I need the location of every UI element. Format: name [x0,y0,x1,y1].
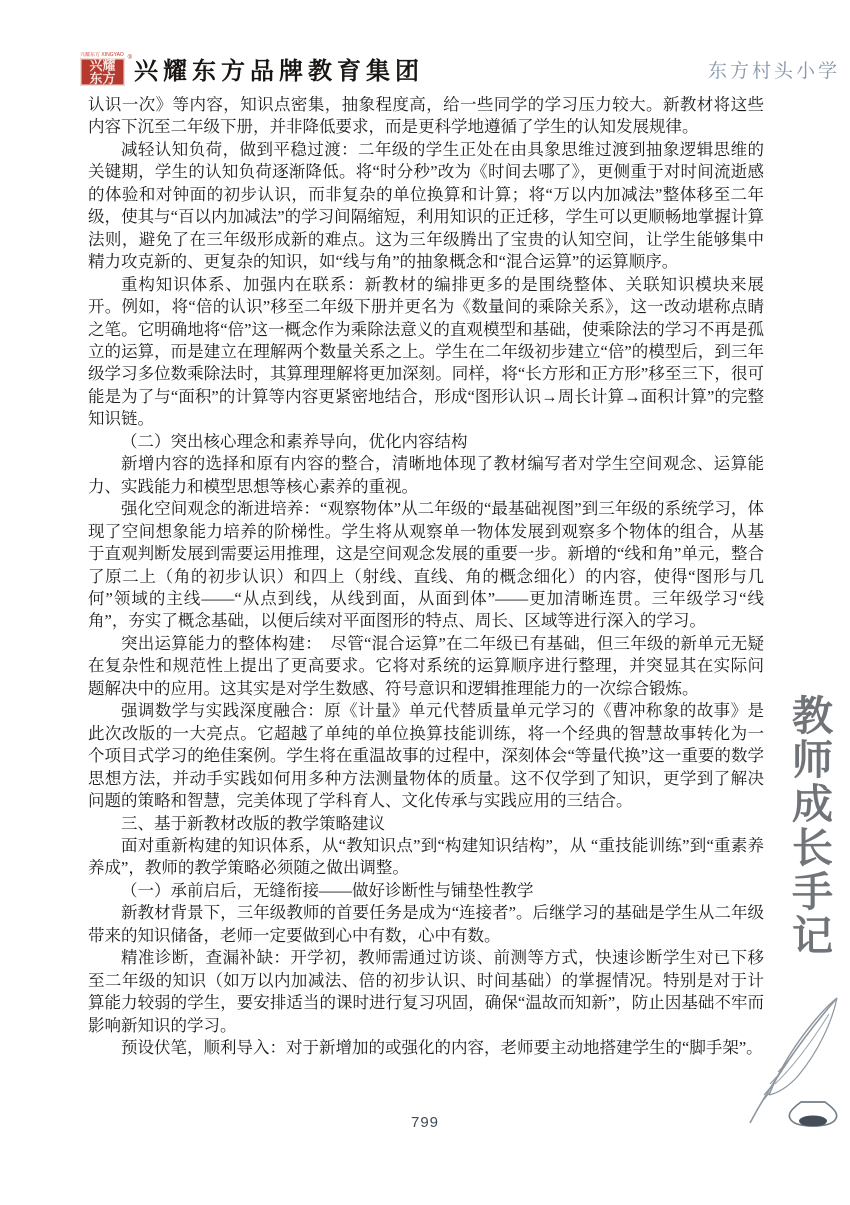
page-number: 799 [410,1114,440,1131]
paragraph: 强化空间观念的渐进培养：“观察物体”从二年级的“最基础视图”到三年级的系统学习，体现了空间想象能力培养的阶梯性。学生将从观察单一物体发展到观察多个物体的组合，从基于直观判断发展到需要运用推理，这是空间观念发展的重要一步。新增的“线和角”单元，整合了原二上（角的初步认识）和四上（射线、直线、角的概念细化）的内容，使得“图形与几何”领域的主线——“从点到线，从线到面，从面到体”——更加清晰连贯。三年级学习“线角”，夯实了概念基础，以便后续对平面图形的特点、周长、区域等进行深入的学习。 [88,499,764,631]
quill-and-ink-icon [742,992,848,1128]
paragraph: （一）承前启后，无缝衔接——做好诊断性与铺垫性教学 [121,880,534,900]
brand-title: 兴耀东方品牌教育集团 [134,56,424,85]
logo-tiny-text: 兴耀东方 XINGYAO [80,52,124,58]
paragraph: 认识一次》等内容，知识点密集，抽象程度高，给一些同学的学习压力较大。新教材将这些内容下沉至二年级下册，并非降低要求，而是更科学地遵循了学生的认知发展规律。 [88,95,764,137]
school-name: 东方村头小学 [707,61,840,82]
paragraph: 三、基于新教材改版的教学策略建议 [121,813,385,833]
paragraph: 新增内容的选择和原有内容的整合，清晰地体现了教材编写者对学生空间观念、运算能力、实践能力和模型思想等核心素养的重视。 [88,454,764,496]
document-body [88,94,764,1059]
vertical-calligraphy-stamp: 教师成长手记 [785,694,833,958]
paragraph: 强调数学与实践深度融合：原《计量》单元代替质量单元学习的《曹冲称象的故事》是此次改版的一大亮点。它超越了单纯的单位换算技能训练，将一个经典的智慧故事转化为一个项目式学习的绝佳案例。学生将在重温故事的过程中，深刻体会“等量代换”这一重要的数学思想方法，并动手实践如何用多种方法测量物体的质量。这不仅学到了知识，更学到了解决问题的策略和智慧，完美体现了学科育人、文化传承与实践应用的三结合。 [88,701,764,811]
paragraph: （二）突出核心理念和素养导向，优化内容结构 [121,431,468,451]
seal-characters: 兴耀东方 [89,58,116,86]
paragraph: 面对重新构建的知识体系，从“教知识点”到“构建知识结构”，从 “重技能训练”到“重素养养成”，教师的教学策略必须随之做出调整。 [88,835,764,878]
paragraph: 精准诊断，查漏补缺：开学初，教师需通过访谈、前测等方式，快速诊断学生对已下移至二年级的知识（如万以内加减法、倍的初步认识、时间基础）的掌握情况。特别是对于计算能力较弱的学生，要安排适当的课时进行复习巩固，确保“温故而知新”，防止因基础不牢而影响新知识的学习。 [88,948,764,1035]
paragraph: 重构知识体系、加强内在联系：新教材的编排更多的是围绕整体、关联知识模块来展开。例如，将“倍的认识”移至二年级下册并更名为《数量间的乘除关系》，这一改动堪称点睛之笔。它明确地将“倍”这一概念作为乘除法意义的直观模型和基础，使乘除法的学习不再是孤立的运算，而是建立在理解两个数量关系之上。学生在二年级初步建立“倍”的模型后，到三年级学习多位数乘除法时，其算理理解将更加深刻。同样，将“长方形和正方形”移至三下，很可能是为了与“面积”的计算等内容更紧密地结合，形成“图形认识→周长计算→面积计算”的完整知识链。 [88,274,764,429]
brand-seal-icon [80,58,125,86]
brand-logo [80,52,132,90]
paragraph: 新教材背景下，三年级教师的首要任务是成为“连接者”。后继学习的基础是学生从二年级带来的知识储备，老师一定要做到心中有数，心中有数。 [88,903,764,945]
paragraph: 减轻认知负荷，做到平稳过渡：二年级的学生正处在由具象思维过渡到抽象逻辑思维的关键期，学生的认知负荷逐渐降低。将“时分秒”改为《时间去哪了》，更侧重于对时间流逝感的体验和对钟面的初步认识，而非复杂的单位换算和计算；将“万以内加减法”整体移至二年级，使其与“百以内加减法”的学习间隔缩短，利用知识的正迁移，学生可以更顺畅地掌握计算法则，避免了在三年级形成新的难点。这为三年级腾出了宝贵的认知空间，让学生能够集中精力攻克新的、更复杂的知识，如“线与角”的抽象概念和“混合运算”的运算顺序。 [88,139,764,272]
paragraph: 突出运算能力的整体构建： 尽管“混合运算”在二年级已有基础，但三年级的新单元无疑在复杂性和规范性上提出了更高要求。它将对系统的运算顺序进行整理，并突显其在实际问题解决中的应用。这其实是对学生数感、符号意识和逻辑推理能力的一次综合锻炼。 [88,633,764,698]
registered-trademark-mark: ® [127,55,132,61]
paragraph: 预设伏笔，顺利导入：对于新增加的或强化的内容，老师要主动地搭建学生的“脚手架”。 [121,1038,763,1058]
